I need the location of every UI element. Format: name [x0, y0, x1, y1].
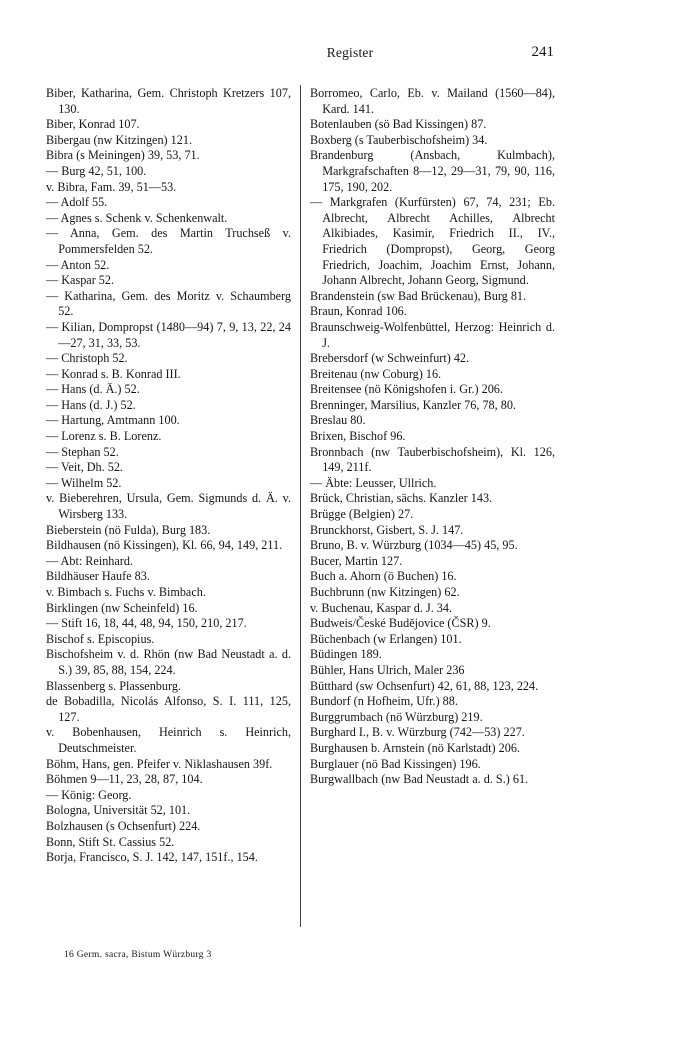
index-entry: — Adolf 55. — [46, 195, 108, 210]
index-column-left — [46, 86, 291, 866]
index-entry: Brandenstein (sw Bad Brückenau), Burg 81. — [310, 288, 527, 303]
index-entry: — Hartung, Amtmann 100. — [46, 413, 180, 428]
index-entry: v. Bibra, Fam. 39, 51—53. — [46, 179, 177, 194]
index-entry: Buchbrunn (nw Kitzingen) 62. — [310, 585, 460, 599]
index-entry: — Hans (d. Ä.) 52. — [46, 382, 140, 397]
index-entry: Bibra (s Meiningen) 39, 53, 71. — [46, 148, 200, 163]
index-entry: — Äbte: Leusser, Ullrich. — [310, 475, 437, 490]
index-entry: Bundorf (n Hofheim, Ufr.) 88. — [310, 694, 458, 709]
column-divider — [300, 85, 301, 927]
index-entry: Bologna, Universität 52, 101. — [46, 803, 191, 818]
index-entry: — Stift 16, 18, 44, 48, 94, 150, 210, 217. — [46, 616, 247, 631]
index-entry: Büdingen 189. — [310, 647, 382, 662]
index-entry: Borja, Francisco, S. J. 142, 147, 151f., 154. — [46, 850, 258, 865]
index-entry: Braun, Konrad 106. — [310, 304, 407, 319]
index-entry: Bronnbach (nw Tauberbischofsheim), Kl. 126, 149, 211f. — [310, 444, 555, 475]
index-entry: Bonn, Stift St. Cassius 52. — [46, 834, 175, 849]
index-entry: Borromeo, Carlo, Eb. v. Mailand (1560—84), Kard. 141. — [310, 86, 555, 116]
index-entry: Brenninger, Marsilius, Kanzler 76, 78, 80. — [310, 397, 516, 412]
index-entry: Brunckhorst, Gisbert, S. J. 147. — [310, 522, 464, 537]
index-entry: Bischof s. Episcopius. — [46, 631, 155, 646]
index-entry: Bibergau (nw Kitzingen) 121. — [46, 132, 192, 147]
index-entry: Burgwallbach (nw Bad Neustadt a. d. S.) 61. — [310, 772, 529, 787]
index-entry: Bildhausen (nö Kissingen), Kl. 66, 94, 149, 211. — [46, 538, 283, 553]
index-entry: Birklingen (nw Scheinfeld) 16. — [46, 600, 198, 615]
index-entry: Burghausen b. Arnstein (nö Karlstadt) 206. — [310, 740, 520, 755]
index-entry: Brebersdorf (w Schweinfurt) 42. — [310, 351, 470, 366]
index-entry: Bildhäuser Haufe 83. — [46, 569, 150, 584]
index-entry: Burghard I., B. v. Würzburg (742—53) 227. — [310, 725, 525, 740]
index-entry: — Wilhelm 52. — [46, 475, 122, 490]
index-entry: — Burg 42, 51, 100. — [46, 163, 147, 178]
index-entry: Bolzhausen (s Ochsenfurt) 224. — [46, 818, 201, 833]
index-entry: — Kilian, Dompropst (1480—94) 7, 9, 13, 22, 24—27, 31, 33, 53. — [46, 319, 291, 350]
page-title: Register — [326, 45, 374, 60]
index-entry: Bucer, Martin 127. — [310, 553, 403, 568]
index-entry: — Abt: Reinhard. — [46, 553, 133, 568]
index-entry: Blassenberg s. Plassenburg. — [46, 678, 181, 693]
index-entry: Brandenburg (Ansbach, Kulmbach), Markgrafschaften 8—12, 29—31, 79, 90, 116, 175, 190, 202. — [310, 148, 555, 194]
index-entry: v. Bobenhausen, Heinrich s. Heinrich, Deutschmeister. — [46, 725, 291, 755]
index-column-right — [310, 86, 555, 788]
index-entry: Brixen, Bischof 96. — [310, 429, 406, 444]
index-entry: Botenlauben (sö Bad Kissingen) 87. — [310, 117, 487, 132]
index-entry: — Veit, Dh. 52. — [46, 460, 123, 475]
index-entry: Bruno, B. v. Würzburg (1034—45) 45, 95. — [310, 538, 518, 553]
index-entry: Burglauer (nö Bad Kissingen) 196. — [310, 756, 481, 771]
index-entry: — Stephan 52. — [46, 444, 119, 459]
index-entry: Breitensee (nö Königshofen i. Gr.) 206. — [310, 382, 503, 397]
index-entry: Boxberg (s Tauberbischofsheim) 34. — [310, 132, 488, 147]
index-entry: — Hans (d. J.) 52. — [46, 397, 136, 412]
index-entry: — Anna, Gem. des Martin Truchseß v. Pommersfelden 52. — [46, 226, 291, 256]
index-entry: Biber, Katharina, Gem. Christoph Kretzers 107, 130. — [46, 86, 291, 116]
index-entry: Breslau 80. — [310, 413, 366, 428]
index-entry: Braunschweig-Wolfenbüttel, Herzog: Heinrich d. J. — [310, 319, 555, 350]
index-entry: Büchenbach (w Erlangen) 101. — [310, 631, 462, 646]
index-entry: Bieberstein (nö Fulda), Burg 183. — [46, 522, 211, 537]
index-entry: — Katharina, Gem. des Moritz v. Schaumberg 52. — [46, 288, 291, 319]
index-entry: v. Buchenau, Kaspar d. J. 34. — [310, 600, 453, 615]
index-entry: de Bobadilla, Nicolás Alfonso, S. I. 111, 125, 127. — [46, 694, 291, 724]
index-entry: — Christoph 52. — [46, 351, 128, 366]
index-entry: Brück, Christian, sächs. Kanzler 143. — [310, 491, 493, 506]
index-entry: — Konrad s. B. Konrad III. — [46, 366, 181, 381]
index-entry: Bischofsheim v. d. Rhön (nw Bad Neustadt a. d. S.) 39, 85, 88, 154, 224. — [46, 647, 291, 677]
index-entry: — Anton 52. — [46, 257, 110, 272]
index-entry: — Markgrafen (Kurfürsten) 67, 74, 231; Eb. Albrecht, Albrecht Achilles, Albrecht Alkibiades, Kasimir, Friedrich II., IV., Friedrich (Dompropst), Georg, Georg Friedrich, Joachim, Joachim Ernst, Johann, Johann Albrecht, Johann Georg, Sigmund. — [310, 195, 555, 288]
index-entry: — König: Georg. — [46, 787, 132, 802]
index-entry: Biber, Konrad 107. — [46, 117, 140, 132]
index-entry: — Agnes s. Schenk v. Schenkenwalt. — [46, 210, 228, 225]
index-entry: v. Bimbach s. Fuchs v. Bimbach. — [46, 585, 206, 599]
index-entry: Budweis/České Budějovice (ČSR) 9. — [310, 616, 491, 631]
index-entry: — Lorenz s. B. Lorenz. — [46, 429, 162, 444]
index-entry: v. Bieberehren, Ursula, Gem. Sigmunds d. Ä. v. Wirsberg 133. — [46, 491, 291, 522]
index-entry: Böhmen 9—11, 23, 28, 87, 104. — [46, 772, 203, 787]
index-entry: — Kaspar 52. — [46, 273, 115, 288]
index-entry: Brügge (Belgien) 27. — [310, 507, 414, 522]
index-entry: Burggrumbach (nö Würzburg) 219. — [310, 709, 483, 724]
footer-signature-line: 16 Germ. sacra, Bistum Würzburg 3 — [64, 950, 212, 960]
index-entry: Breitenau (nw Coburg) 16. — [310, 366, 442, 381]
page-number: 241 — [531, 44, 554, 60]
index-entry: Bühler, Hans Ulrich, Maler 236 — [310, 662, 465, 677]
index-entry: Buch a. Ahorn (ö Buchen) 16. — [310, 569, 457, 584]
index-entry: Böhm, Hans, gen. Pfeifer v. Niklashausen 39f. — [46, 756, 273, 771]
index-entry: Bütthard (sw Ochsenfurt) 42, 61, 88, 123, 224. — [310, 678, 539, 693]
